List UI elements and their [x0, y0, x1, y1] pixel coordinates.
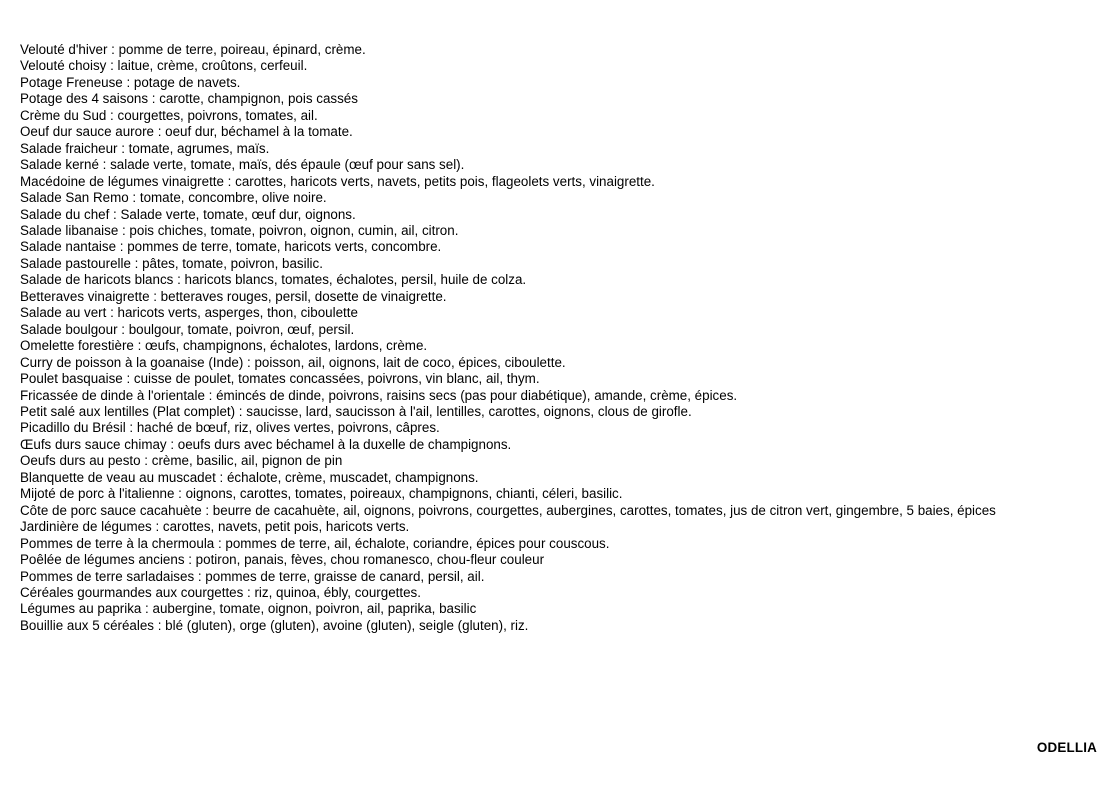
footer-brand: ODELLIA: [1036, 740, 1097, 755]
dish-line: Salade boulgour : boulgour, tomate, poivron, œuf, persil.: [20, 321, 355, 337]
dish-line: Salade de haricots blancs : haricots blancs, tomates, échalotes, persil, huile de colza.: [20, 272, 527, 288]
dish-line: Salade au vert : haricots verts, asperges, thon, ciboulette: [20, 305, 358, 321]
dish-line: Picadillo du Brésil : haché de bœuf, riz, olives vertes, poivrons, câpres.: [20, 420, 440, 436]
dish-line: Betteraves vinaigrette : betteraves rouges, persil, dosette de vinaigrette.: [20, 288, 447, 304]
dish-line: Poêlée de légumes anciens : potiron, panais, fèves, chou romanesco, chou-fleur couleur: [20, 552, 545, 568]
dish-line: Mijoté de porc à l'italienne : oignons, carottes, tomates, poireaux, champignons, chianti, céleri, basilic.: [20, 486, 623, 502]
dish-line: Pommes de terre sarladaises : pommes de terre, graisse de canard, persil, ail.: [20, 568, 485, 584]
dish-line: Pommes de terre à la chermoula : pommes de terre, ail, échalote, coriandre, épices pour couscous.: [20, 535, 610, 551]
dish-line: Jardinière de légumes : carottes, navets, petit pois, haricots verts.: [20, 519, 410, 535]
dish-line: Oeuf dur sauce aurore : oeuf dur, béchamel à la tomate.: [20, 124, 353, 140]
dish-line: Salade fraicheur : tomate, agrumes, maïs.: [20, 140, 270, 156]
dish-line: Œufs durs sauce chimay : oeufs durs avec béchamel à la duxelle de champignons.: [20, 436, 512, 452]
dish-line: Potage Freneuse : potage de navets.: [20, 74, 241, 90]
dish-line: Curry de poisson à la goanaise (Inde) : poisson, ail, oignons, lait de coco, épices, ciboulette.: [20, 354, 566, 370]
dish-line: Poulet basquaise : cuisse de poulet, tomates concassées, poivrons, vin blanc, ail, thym.: [20, 371, 540, 387]
dish-line: Céréales gourmandes aux courgettes : riz, quinoa, ébly, courgettes.: [20, 584, 421, 600]
dish-line: Bouillie aux 5 céréales : blé (gluten), orge (gluten), avoine (gluten), seigle (gluten), riz.: [20, 617, 529, 633]
dish-line: Légumes au paprika : aubergine, tomate, oignon, poivron, ail, paprika, basilic: [20, 601, 477, 617]
dish-line: Macédoine de légumes vinaigrette : carottes, haricots verts, navets, petits pois, flageolets verts, vinaigrette.: [20, 173, 655, 189]
dish-line: Petit salé aux lentilles (Plat complet) : saucisse, lard, saucisson à l'ail, lentilles, carottes, oignons, clous de girofle.: [20, 403, 692, 419]
dish-line: Velouté d'hiver : pomme de terre, poireau, épinard, crème.: [20, 42, 366, 57]
dish-ingredients-list: [20, 42, 996, 634]
dish-line: Côte de porc sauce cacahuète : beurre de cacahuète, ail, oignons, poivrons, courgettes, aubergines, carottes, tomates, jus de citron vert, gingembre, 5 baies, épices: [20, 502, 996, 518]
dish-line: Omelette forestière : œufs, champignons, échalotes, lardons, crème.: [20, 338, 428, 354]
dish-line: Blanquette de veau au muscadet : échalote, crème, muscadet, champignons.: [20, 469, 479, 485]
dish-line: Velouté choisy : laitue, crème, croûtons, cerfeuil.: [20, 58, 308, 74]
dish-line: Oeufs durs au pesto : crème, basilic, ail, pignon de pin: [20, 453, 343, 469]
dish-line: Salade libanaise : pois chiches, tomate, poivron, oignon, cumin, ail, citron.: [20, 222, 459, 238]
dish-line: Salade kerné : salade verte, tomate, maïs, dés épaule (œuf pour sans sel).: [20, 157, 465, 173]
dish-line: Potage des 4 saisons : carotte, champignon, pois cassés: [20, 91, 358, 107]
dish-line: Fricassée de dinde à l'orientale : émincés de dinde, poivrons, raisins secs (pas pour diabétique), amande, crème, épices.: [20, 387, 738, 403]
dish-line: Salade du chef : Salade verte, tomate, œuf dur, oignons.: [20, 206, 356, 222]
dish-line: Crème du Sud : courgettes, poivrons, tomates, ail.: [20, 107, 318, 123]
dish-line: Salade nantaise : pommes de terre, tomate, haricots verts, concombre.: [20, 239, 442, 255]
dish-line: Salade pastourelle : pâtes, tomate, poivron, basilic.: [20, 255, 323, 271]
dish-line: Salade San Remo : tomate, concombre, olive noire.: [20, 190, 327, 206]
